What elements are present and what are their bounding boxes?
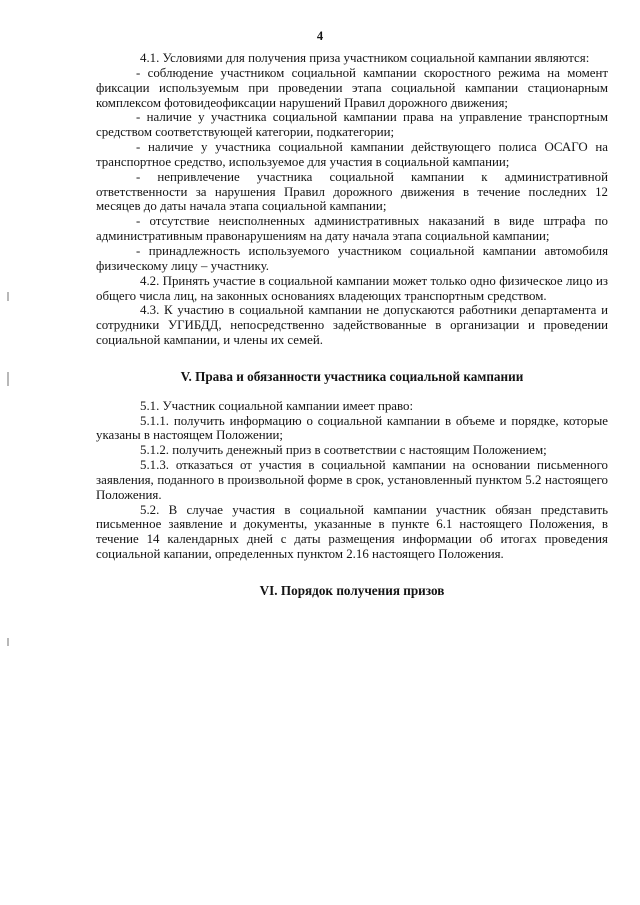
clause-4-2: 4.2. Принять участие в социальной кампании может только одно физическое лицо из общего числа лиц, на законных основаниях владеющих транспортным средством. [96, 273, 608, 303]
condition-osago: - наличие у участника социальной кампании действующего полиса ОСАГО на транспортное средство, используемое для участия в социальной кампании; [96, 140, 608, 169]
clause-4-1-intro: 4.1. Условиями для получения приза участником социальной кампании являются: [140, 51, 590, 65]
condition-no-fines: - отсутствие неисполненных административных наказаний в виде штрафа по административным правонарушениям на дату начала этапа социальной кампании; [96, 214, 608, 244]
page-number: 4 [316, 29, 324, 43]
clause-5-1-2: 5.1.2. получить денежный приз в соответствии с настоящим Положением; [140, 443, 547, 458]
section-6-heading: VI. Порядок получения призов [259, 583, 445, 598]
condition-no-violations: - непривлечение участника социальной кампании к административной ответственности за нарушения Правил дорожного движения в течение последних 12 месяцев до даты начала этапа социальной кампании; [96, 169, 608, 214]
clause-5-1-3: 5.1.3. отказаться от участия в социальной кампании на основании письменного заявления, поданного в произвольной форме в срок, установленный пунктом 5.2 настоящего Положения. [96, 458, 608, 502]
clause-5-1: 5.1. Участник социальной кампании имеет право: [140, 398, 414, 413]
clause-5-2: 5.2. В случае участия в социальной кампании участник обязан представить письменное заявление и документы, указанные в пункте 6.1 настоящего Положения, в течение 14 календарных дней с даты размещения информации об итогах проведения социальной капании, определенных пунктом 2.16 настоящего Положения. [96, 502, 608, 562]
condition-license: - наличие у участника социальной кампании права на управление транспортным средством соответствующей категории, подкатегории; [96, 110, 608, 140]
scan-speck [7, 292, 9, 301]
clause-5-1-1: 5.1.1. получить информацию о социальной кампании в объеме и порядке, которые указаны в настоящем Положении; [96, 413, 608, 443]
condition-ownership: - принадлежность используемого участником социальной кампании автомобиля физическому лицу – участнику. [96, 243, 608, 273]
scan-speck [7, 638, 9, 646]
section-5-heading: V. Права и обязанности участника социальной кампании [180, 368, 524, 384]
clause-4-3: 4.3. К участию в социальной кампании не допускаются работники департамента и сотрудники УГИБДД, непосредственно задействованные в организации и проведении социальной кампании, и члены их семей. [96, 303, 608, 348]
condition-speed: - соблюдение участником социальной кампании скоростного режима на момент фиксации используемым при проведении этапа социальной кампании стационарным комплексом фотовидеофиксации нарушений Правил дорожного движения; [96, 65, 608, 110]
scan-speck [7, 372, 9, 386]
document-body [96, 51, 608, 599]
